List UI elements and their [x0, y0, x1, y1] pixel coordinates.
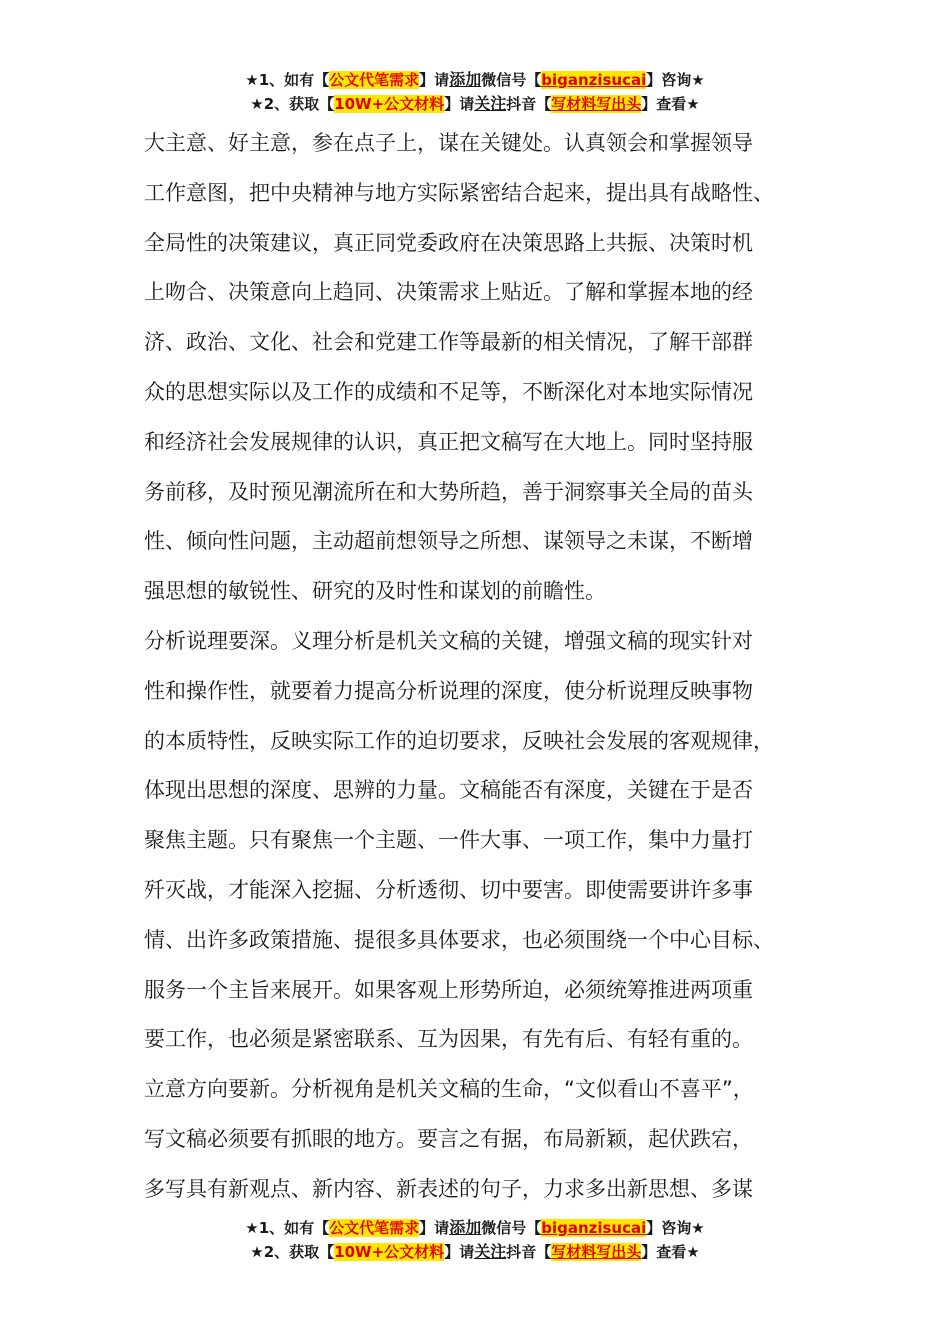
banner-underlined-text: 添加	[449, 70, 482, 89]
banner-line-2	[0, 92, 950, 116]
banner-line-1	[0, 68, 950, 92]
banner-underlined-text: 添加	[449, 1218, 482, 1237]
text-line: 歼灭战，才能深入挖掘、分析透彻、切中要害。即使需要讲许多事	[144, 877, 753, 902]
banner-underlined-text: 关注	[474, 94, 507, 113]
banner-text: 】咨询★	[646, 1219, 705, 1237]
banner-text: 】咨询★	[646, 71, 705, 89]
text-line: 性、倾向性问题，主动超前想领导之所想、谋领导之未谋，不断增	[144, 529, 753, 554]
banner-text: 】请	[419, 1219, 450, 1237]
banner-line-2	[0, 1240, 950, 1264]
banner-douyin-id: 写材料写出头	[551, 95, 642, 113]
banner-douyin-id: 写材料写出头	[551, 1243, 642, 1261]
banner-text: 】查看★	[641, 1243, 700, 1261]
text-line: 的本质特性，反映实际工作的迫切要求，反映社会发展的客观规律，	[144, 728, 774, 753]
banner-underlined-text: 关注	[474, 1242, 507, 1261]
text-line: 众的思想实际以及工作的成绩和不足等，不断深化对本地实际情况	[144, 379, 753, 404]
text-line: 服务一个主旨来展开。如果客观上形势所迫，必须统筹推进两项重	[144, 977, 753, 1002]
banner-highlight: 10W+公文材料	[334, 1243, 445, 1261]
text-line: 体现出思想的深度、思辨的力量。文稿能否有深度，关键在于是否	[144, 778, 753, 803]
banner-text: ★2、获取【	[250, 1243, 335, 1261]
text-line: 要工作，也必须是紧密联系、互为因果，有先有后、有轻有重的。	[144, 1027, 753, 1052]
text-line: 情、出许多政策措施、提很多具体要求，也必须围绕一个中心目标、	[144, 927, 774, 952]
text-line: 和经济社会发展规律的认识，真正把文稿写在大地上。同时坚持服	[144, 429, 753, 454]
banner-text: 抖音【	[506, 95, 552, 113]
banner-text: 微信号【	[481, 71, 542, 89]
text-line: 工作意图，把中央精神与地方实际紧密结合起来，提出具有战略性、	[144, 180, 774, 205]
banner-highlight: 公文代笔需求	[329, 71, 420, 89]
text-line: 写文稿必须要有抓眼的地方。要言之有据，布局新颖，起伏跌宕，	[144, 1126, 753, 1151]
text-line: 立意方向要新。分析视角是机关文稿的生命，“文似看山不喜平”，	[144, 1077, 754, 1102]
text-line: 分析说理要深。义理分析是机关文稿的关键，增强文稿的现实针对	[144, 628, 753, 653]
header-banner	[0, 68, 950, 116]
banner-text: ★1、如有【	[245, 71, 330, 89]
text-line: 多写具有新观点、新内容、新表述的句子，力求多出新思想、多谋	[144, 1176, 753, 1201]
text-line: 务前移，及时预见潮流所在和大势所趋，善于洞察事关全局的苗头	[144, 479, 753, 504]
banner-text: 】请	[444, 95, 475, 113]
banner-text: 微信号【	[481, 1219, 542, 1237]
text-line: 济、政治、文化、社会和党建工作等最新的相关情况，了解干部群	[144, 330, 753, 355]
banner-text: ★1、如有【	[245, 1219, 330, 1237]
text-line: 性和操作性，就要着力提高分析说理的深度，使分析说理反映事物	[144, 678, 753, 703]
text-line: 全局性的决策建议，真正同党委政府在决策思路上共振、决策时机	[144, 230, 753, 255]
banner-text: 】请	[444, 1243, 475, 1261]
banner-text: ★2、获取【	[250, 95, 335, 113]
text-line: 上吻合、决策意向上趋同、决策需求上贴近。了解和掌握本地的经	[144, 280, 753, 305]
banner-line-1	[0, 1216, 950, 1240]
banner-text: 抖音【	[506, 1243, 552, 1261]
text-line: 聚焦主题。只有聚焦一个主题、一件大事、一项工作，集中力量打	[144, 828, 753, 853]
text-line: 大主意、好主意，参在点子上，谋在关键处。认真领会和掌握领导	[144, 131, 753, 155]
footer-banner	[0, 1216, 950, 1264]
document-body	[144, 119, 832, 1215]
banner-text: 】查看★	[641, 95, 700, 113]
banner-wechat-id: biganzisucai	[541, 1219, 647, 1237]
banner-highlight: 公文代笔需求	[329, 1219, 420, 1237]
banner-text: 】请	[419, 71, 450, 89]
banner-wechat-id: biganzisucai	[541, 71, 647, 89]
banner-highlight: 10W+公文材料	[334, 95, 445, 113]
text-line: 强思想的敏锐性、研究的及时性和谋划的前瞻性。	[144, 579, 606, 604]
